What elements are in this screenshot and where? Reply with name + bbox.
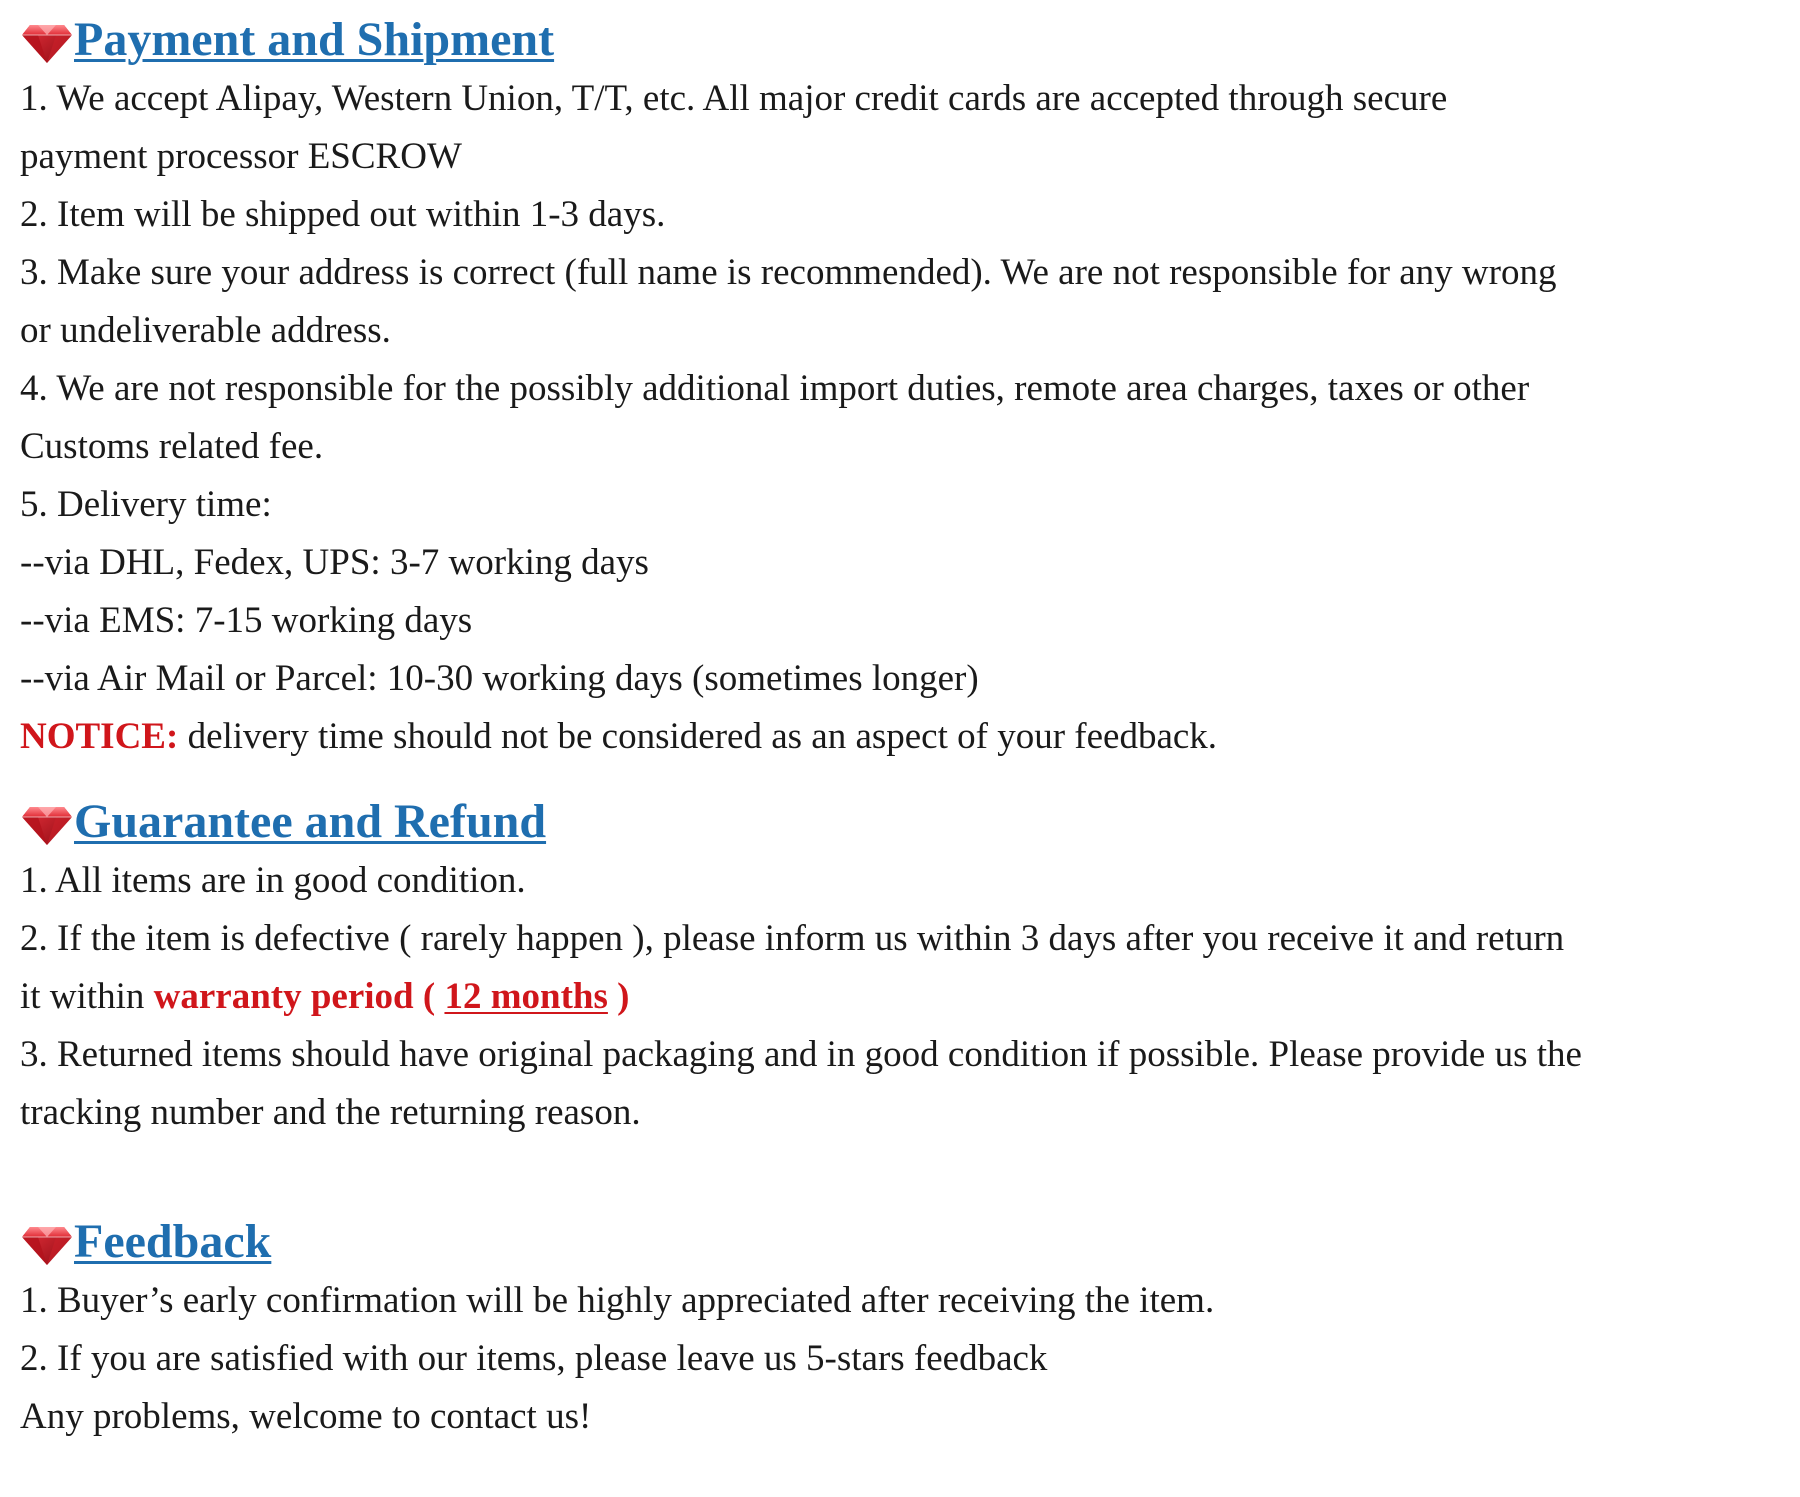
payment-line: 2. Item will be shipped out within 1-3 days. xyxy=(20,194,666,235)
red-gem-icon xyxy=(20,803,74,847)
warranty-label: warranty period ( xyxy=(153,976,445,1017)
payment-line: or undeliverable address. xyxy=(20,310,391,351)
payment-line: --via EMS: 7-15 working days xyxy=(20,600,473,641)
spacer xyxy=(20,766,1780,790)
section-header xyxy=(20,790,1780,852)
guarantee-refund-heading-link[interactable]: Guarantee and Refund xyxy=(74,794,547,848)
payment-line: --via DHL, Fedex, UPS: 3-7 working days xyxy=(20,542,649,583)
notice-line xyxy=(20,708,1780,766)
red-gem-icon xyxy=(20,21,74,65)
payment-line: 4. We are not responsible for the possibly additional import duties, remote area charges, taxes or other xyxy=(20,368,1530,409)
warranty-line xyxy=(20,968,1780,1026)
payment-line: Customs related fee. xyxy=(20,426,324,467)
section-header xyxy=(20,8,1780,70)
feedback-line: 2. If you are satisfied with our items, please leave us 5-stars feedback xyxy=(20,1338,1048,1379)
payment-line: 5. Delivery time: xyxy=(20,484,272,525)
payment-line: 3. Make sure your address is correct (full name is recommended). We are not responsible for any wrong xyxy=(20,252,1557,293)
payment-line: --via Air Mail or Parcel: 10-30 working days (sometimes longer) xyxy=(20,658,979,699)
section-payment-shipment xyxy=(20,8,1780,766)
section-header xyxy=(20,1210,1780,1272)
warranty-months: 12 months xyxy=(444,976,608,1017)
guarantee-line: 1. All items are in good condition. xyxy=(20,860,526,901)
section-feedback xyxy=(20,1210,1780,1446)
guarantee-line: tracking number and the returning reason. xyxy=(20,1092,641,1133)
feedback-line: 1. Buyer’s early confirmation will be highly appreciated after receiving the item. xyxy=(20,1280,1215,1321)
notice-label: NOTICE: xyxy=(20,716,179,757)
red-gem-icon xyxy=(20,1223,74,1267)
feedback-heading-link[interactable]: Feedback xyxy=(74,1214,272,1268)
warranty-prefix: it within xyxy=(20,976,154,1017)
payment-line: payment processor ESCROW xyxy=(20,136,462,177)
guarantee-line: 3. Returned items should have original packaging and in good condition if possible. Please provide us the xyxy=(20,1034,1582,1075)
notice-text: delivery time should not be considered as an aspect of your feedback. xyxy=(178,716,1218,757)
guarantee-line: 2. If the item is defective ( rarely happen ), please inform us within 3 days after you receive it and return xyxy=(20,918,1565,959)
section-guarantee-refund xyxy=(20,790,1780,1142)
warranty-close: ) xyxy=(607,976,630,1017)
feedback-line: Any problems, welcome to contact us! xyxy=(20,1396,592,1437)
policy-document xyxy=(20,8,1780,1446)
spacer xyxy=(20,1142,1780,1210)
payment-shipment-heading-link[interactable]: Payment and Shipment xyxy=(74,12,555,66)
payment-line: 1. We accept Alipay, Western Union, T/T, etc. All major credit cards are accepted through secure xyxy=(20,78,1448,119)
